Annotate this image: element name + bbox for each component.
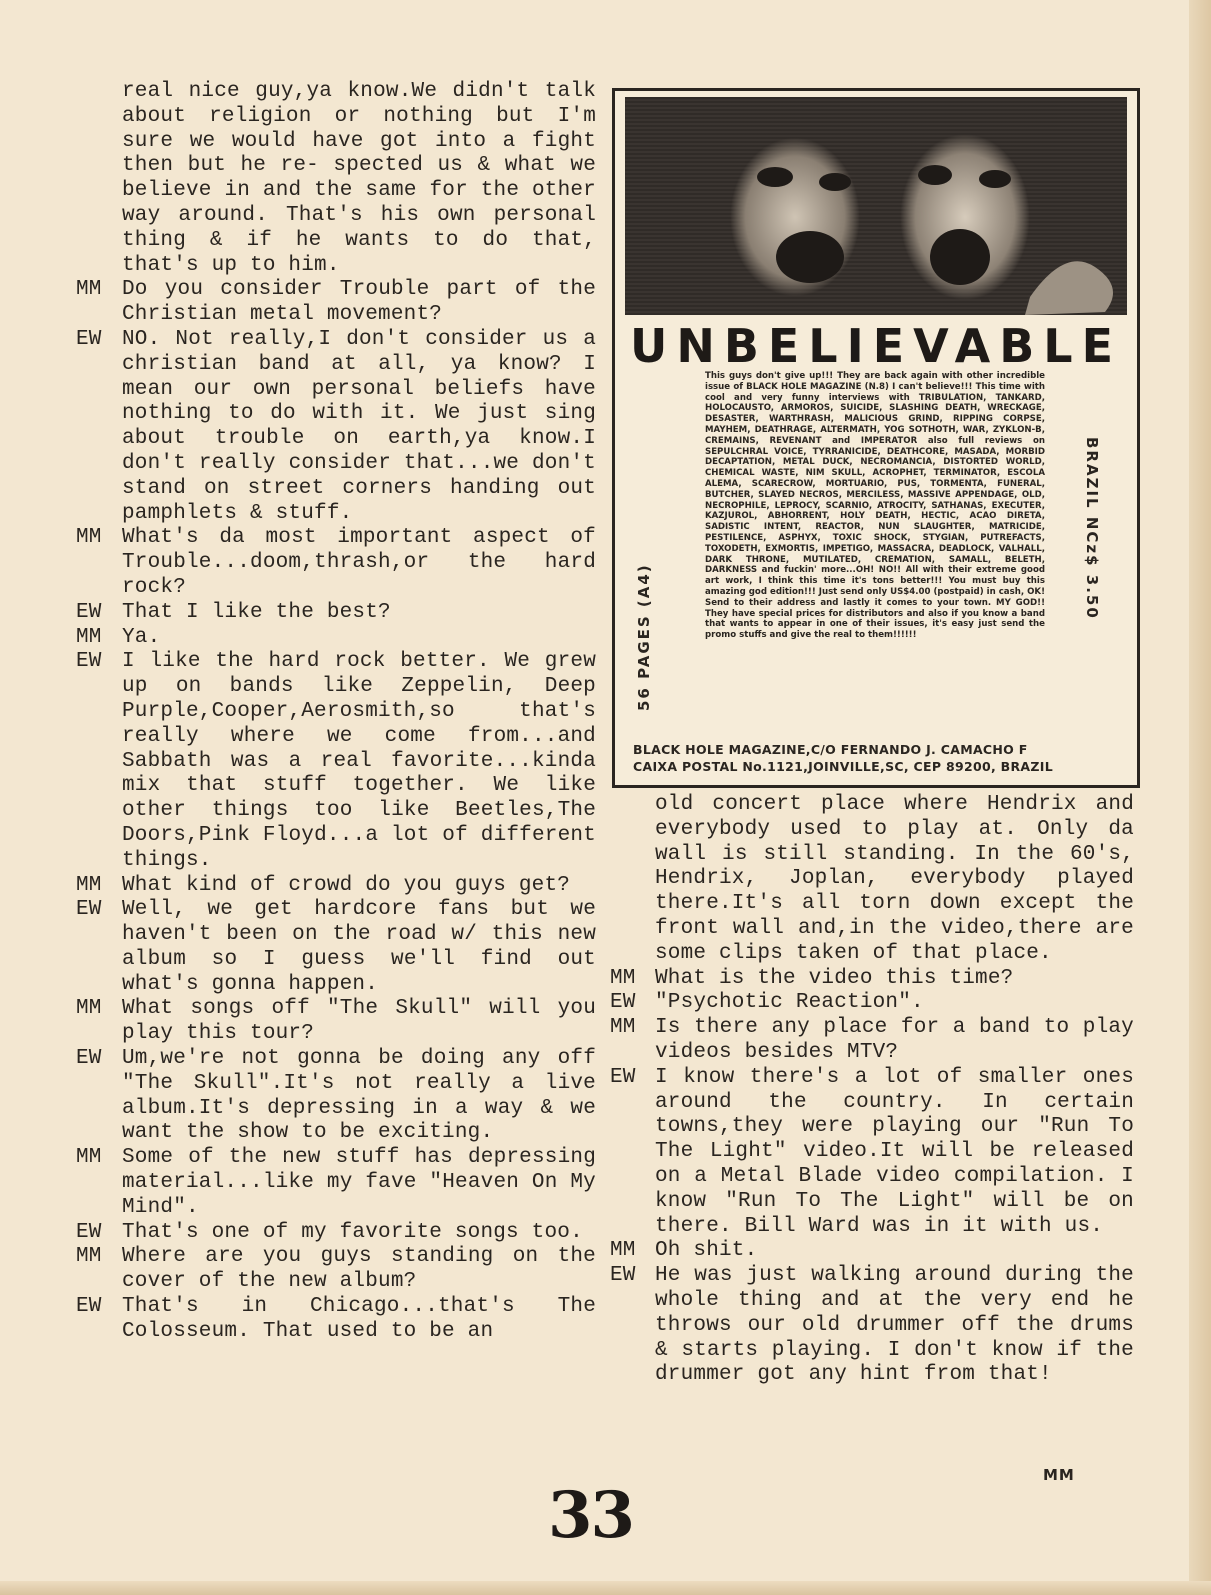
speaker-label: MM: [610, 1239, 636, 1263]
paragraph: [610, 1239, 1134, 1264]
paragraph-text: Where are you guys standing on the cover of the new album?: [122, 1245, 596, 1294]
speaker-label: EW: [76, 1220, 102, 1244]
paragraph-text: "Psychotic Reaction".: [655, 991, 924, 1015]
speaker-label: EW: [76, 1295, 102, 1319]
paragraph-text: Ya.: [122, 625, 161, 649]
ad-address-line: BLACK HOLE MAGAZINE,C/O FERNANDO J. CAMACHO F: [633, 742, 1028, 757]
speaker-label: EW: [610, 1264, 636, 1288]
left-column: [76, 80, 596, 1345]
paragraph-text: Is there any place for a band to play videos besides MTV?: [655, 1016, 1134, 1064]
paragraph: [610, 793, 1134, 967]
speaker-label: MM: [76, 1245, 102, 1269]
paragraph: [76, 898, 596, 997]
speaker-label: MM: [76, 997, 102, 1021]
paragraph-text: NO. Not really,I don't consider us a christian band at all, ya know? I mean our own personal beliefs have nothing to do with it. We just sing about trouble on earth,ya know.I don't really consider that...we don't stand on street corners handing out pamphlets & stuff.: [122, 327, 596, 525]
paragraph: [610, 967, 1134, 992]
ad-address-line: CAIXA POSTAL No.1121,JOINVILLE,SC, CEP 89200, BRAZIL: [633, 759, 1053, 774]
paragraph: [76, 1146, 596, 1220]
page-bottom-edge: [0, 1581, 1211, 1595]
speaker-label: MM: [76, 1146, 102, 1170]
paragraph-text: That's in Chicago...that's The Colosseum. That used to be an: [122, 1295, 596, 1343]
speaker-label: EW: [610, 1065, 636, 1089]
ad-address: [633, 741, 1123, 775]
paragraph-text: What kind of crowd do you guys get?: [122, 873, 571, 897]
speaker-label: EW: [76, 898, 102, 922]
paragraph-text: Do you consider Trouble part of the Christian metal movement?: [122, 278, 596, 327]
paragraph-text: What songs off "The Skull" will you play this tour?: [122, 997, 596, 1046]
paragraph: [76, 328, 596, 526]
paragraph-text: Well, we get hardcore fans but we haven't been on the road w/ this new album so I guess we'll find out what's gonna happen.: [122, 898, 596, 996]
ad-side-label-pages: 56 PAGES (A4): [635, 563, 653, 711]
paragraph-text: What's da most important aspect of Trouble...doom,thrash,or the hard rock?: [122, 526, 596, 599]
paragraph-text: Oh shit.: [655, 1239, 758, 1263]
paragraph-text: I like the hard rock better. We grew up on bands like Zeppelin, Deep Purple,Cooper,Aerosmith,so that's really where we come from...and Sabbath was a real favorite...kinda mix that stuff together. We like other things too like Beetles,The Doors,Pink Floyd...a lot of different things.: [122, 650, 596, 872]
paragraph: [76, 1245, 596, 1295]
ad-blurb: This guys don't give up!!! They are back again with other incredible issue of BLACK HOLE MAGAZINE (N.8) I can't believe!!! This time with cool and very funny interviews with TRIBULATION, TANKARD, HOLOCAUSTO, ARMOROS, SUICIDE, SLASHING DEATH, WRECKAGE, DESASTER, WARTHRASH, MALICIOUS GRIND, RIPPING CORPSE, MAYHEM, DEATHRAGE, ALTERMATH, YOG SOTHOTH, WAR, ZYKLON-B, CREMAINS, REVENANT and IMPERATOR also full reviews on SEPULCHRAL VOICE, TYRRANICIDE, DEATHCORE, MASADA, MORBID DECAPTATION, METAL DUCK, NECROMANCIA, DISTORTED WORLD, CHEMICAL WASTE, NIM SKULL, ACROPHET, TERMINATOR, ESCOLA ALEMA, SCARECROW, MORTUARIO, PUS, TORMENTA, FUNERAL, BUTCHER, SLAYED NECROS, MERCILESS, MASSIVE APPENDAGE, OLD, NECROPHILE, LEPROCY, SCARNIO, ATROCITY, SATHANAS, EXECUTER, KAZJUROL, ABHORRENT, HOLY DEATH, HECTIC, ACAO DIRETA, SADISTIC INTENT, REACTOR, NUN SLAUGHTER, MATRICIDE, PESTILENCE, ASPHYX, TOXIC SHOCK, STYGIAN, PUTREFACTS, TOXODETH, EXMORTIS, IMPETIGO, MASSACRA, DEADLOCK, VALHALL, DARK THRONE, MUTILATED, CREMATION, SAMALL, BELETH, DARKNESS and fuckin' more...OH! NO!! All with their extreme good art work, I think this time it's tons better!!! You must buy this amazing god edition!!! Just send only US$4.00 (postpaid) in cash, OK! Send to their address and lastly it comes to your town. MY GOD!! They have special prices for distributors and also if you know a band that wants to appear in one of their issues, it's easy just send the promo stuffs and give the real to them!!!!!!: [705, 371, 1045, 641]
speaker-label: MM: [610, 966, 636, 990]
author-signature: MM: [1043, 1466, 1075, 1484]
ad-headline: UNBELIEVABLE: [629, 319, 1123, 373]
paragraph: [76, 526, 596, 600]
paragraph: [76, 650, 596, 873]
paragraph-text: That I like the best?: [122, 600, 391, 624]
page-edge: [1189, 0, 1211, 1595]
right-column: [610, 793, 1134, 1388]
paragraph: [76, 1047, 596, 1146]
paragraph: [76, 997, 596, 1047]
speaker-label: EW: [610, 991, 636, 1015]
paragraph-text: What is the video this time?: [655, 966, 1014, 990]
faces-illustration-icon: [625, 97, 1127, 315]
paragraph-text: Um,we're not gonna be doing any off "The Skull".It's not really a live album.It's depressing in a way & we want the show to be exciting.: [122, 1047, 596, 1145]
paragraph: [76, 1295, 596, 1345]
black-hole-magazine-ad: [612, 88, 1140, 788]
speaker-label: EW: [76, 600, 102, 624]
speaker-label: EW: [76, 650, 102, 674]
speaker-label: MM: [610, 1016, 636, 1040]
paragraph: [610, 1016, 1134, 1066]
paragraph: [76, 1221, 596, 1246]
speaker-label: MM: [76, 625, 102, 649]
paragraph-text: real nice guy,ya know.We didn't talk about religion or nothing but I'm sure we would have got into a fight then but he re- spected us & what we believe in and the same for the other way around. That's his own personal thing & if he wants to do that, that's up to him.: [122, 80, 596, 277]
paragraph: [610, 991, 1134, 1016]
page-number: 33: [548, 1478, 634, 1553]
paragraph-text: Some of the new stuff has depressing material...like my fave "Heaven On My Mind".: [122, 1146, 596, 1219]
paragraph: [76, 601, 596, 626]
speaker-label: EW: [76, 327, 102, 351]
paragraph: [76, 874, 596, 899]
paragraph-text: He was just walking around during the whole thing and at the very end he throws our old drummer off the drums & starts playing. I don't know if the drummer got any hint from that!: [655, 1264, 1134, 1387]
paragraph: [610, 1264, 1134, 1388]
paragraph: [76, 278, 596, 328]
paragraph: [76, 80, 596, 278]
paragraph: [76, 626, 596, 651]
speaker-label: MM: [76, 873, 102, 897]
paragraph: [610, 1066, 1134, 1240]
speaker-label: EW: [76, 1047, 102, 1071]
paragraph-text: I know there's a lot of smaller ones around the country. In certain towns,they were playing our "Run To The Light" video.It will be released on a Metal Blade video compilation. I know "Run To The Light" will be on there. Bill Ward was in it with us.: [655, 1065, 1134, 1238]
speaker-label: MM: [76, 278, 102, 302]
paragraph-text: old concert place where Hendrix and everybody used to play at. Only da wall is still standing. In the 60's, Hendrix, Joplan, everybody played there.It's all torn down except the front wall and,in the video,there are some clips taken of that place.: [655, 793, 1134, 965]
paragraph-text: That's one of my favorite songs too.: [122, 1220, 583, 1244]
speaker-label: MM: [76, 526, 102, 550]
ad-photo-screaming-faces: [625, 97, 1127, 315]
ad-side-label-price: BRAZIL NCz$ 3.50: [1083, 437, 1101, 620]
